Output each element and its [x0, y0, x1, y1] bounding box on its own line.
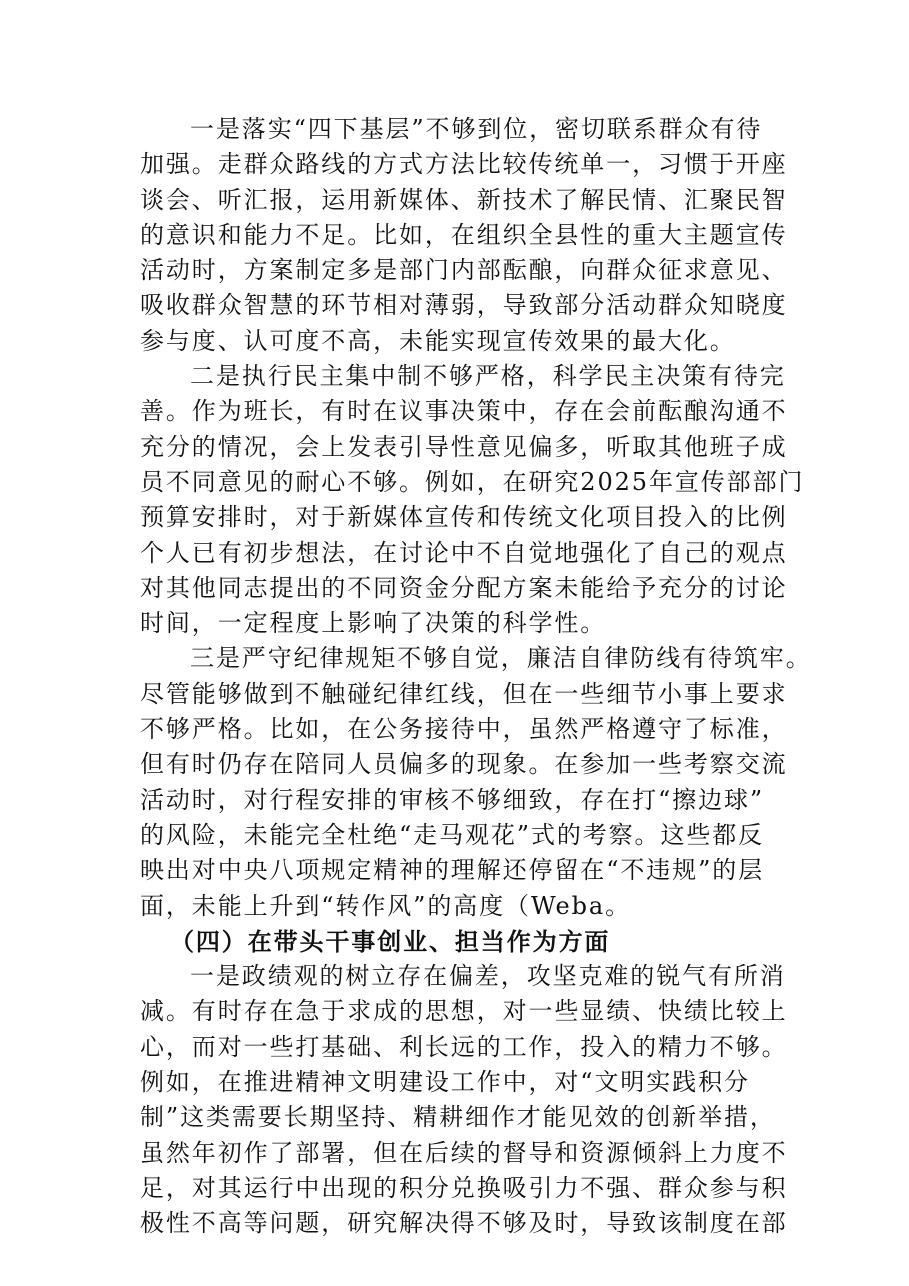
text-line: 活动时，方案制定多是部门内部酝酿，向群众征求意见、 [140, 256, 788, 285]
text-line: 谈会、听汇报，运用新媒体、新技术了解民情、汇聚民智 [140, 185, 788, 214]
text-line: 尽管能够做到不触碰纪律红线，但在一些细节小事上要求 [140, 679, 788, 708]
paragraph-1 [140, 112, 788, 359]
text-line: 极性不高等问题，研究解决得不够及时，导致该制度在部 [140, 1209, 788, 1238]
text-line: 不够严格。比如，在公务接待中，虽然严格遵守了标准， [140, 715, 788, 744]
text-line: 制”这类需要长期坚持、精耕细作才能见效的创新举措， [140, 1103, 776, 1132]
paragraph-2 [140, 359, 805, 641]
text-line: 映出对中央八项规定精神的理解还停留在“不违规”的层 [140, 856, 765, 885]
text-line: 的意识和能力不足。比如，在组织全县性的重大主题宣传 [140, 220, 788, 249]
text-line: 面，未能上升到“转作风”的高度（Weba。 [140, 891, 632, 920]
text-line: 时间，一定程度上影响了决策的科学性。 [140, 609, 607, 638]
text-line: 例如，在推进精神文明建设工作中，对“文明实践积分 [140, 1068, 750, 1097]
text-line: 活动时，对行程安排的审核不够细致，存在打“擦边球” [140, 785, 765, 814]
text-line: 二是执行民主集中制不够严格，科学民主决策有待完 [190, 362, 786, 391]
text-line: 对其他同志提出的不同资金分配方案未能给予充分的讨论 [140, 573, 788, 602]
text-line: 的风险，未能完全杜绝“走马观花”式的考察。这些都反 [140, 820, 765, 849]
text-line: 充分的情况，会上发表引导性意见偏多，听取其他班子成 [140, 432, 788, 461]
text-line: 参与度、认可度不高，未能实现宣传效果的最大化。 [140, 326, 736, 355]
text-line: 吸收群众智慧的环节相对薄弱，导致部分活动群众知晓度 [140, 291, 788, 320]
section-heading-text: （四）在带头干事创业、担当作为方面 [170, 926, 611, 956]
text-line: 虽然年初作了部署，但在后续的督导和资源倾斜上力度不 [140, 1138, 788, 1167]
paragraph-4 [140, 959, 788, 1241]
section-heading [140, 924, 780, 959]
text-line: 加强。走群众路线的方式方法比较传统单一，习惯于开座 [140, 150, 788, 179]
text-line: 一是落实“四下基层”不够到位，密切联系群众有待 [190, 115, 763, 143]
text-line: 减。有时存在急于求成的思想，对一些显绩、快绩比较上 [140, 997, 788, 1026]
text-line: 个人已有初步想法，在讨论中不自觉地强化了自己的观点 [140, 538, 788, 567]
document-body [140, 112, 812, 1242]
text-line: 心，而对一些打基础、利长远的工作，投入的精力不够。 [140, 1032, 788, 1061]
text-line: 员不同意见的耐心不够。例如，在研究2025年宣传部部门 [140, 467, 805, 496]
text-line: 善。作为班长，有时在议事决策中，存在会前酝酿沟通不 [140, 397, 788, 426]
text-line: 足，对其运行中出现的积分兑换吸引力不强、群众参与积 [140, 1173, 788, 1202]
text-line: 预算安排时，对于新媒体宣传和传统文化项目投入的比例 [140, 503, 788, 532]
paragraph-3 [140, 641, 812, 923]
text-line: 一是政绩观的树立存在偏差，攻坚克难的锐气有所消 [190, 962, 786, 991]
text-line: 三是严守纪律规矩不够自觉，廉洁自律防线有待筑牢。 [190, 644, 812, 673]
text-line: 但有时仍存在陪同人员偏多的现象。在参加一些考察交流 [140, 750, 788, 779]
